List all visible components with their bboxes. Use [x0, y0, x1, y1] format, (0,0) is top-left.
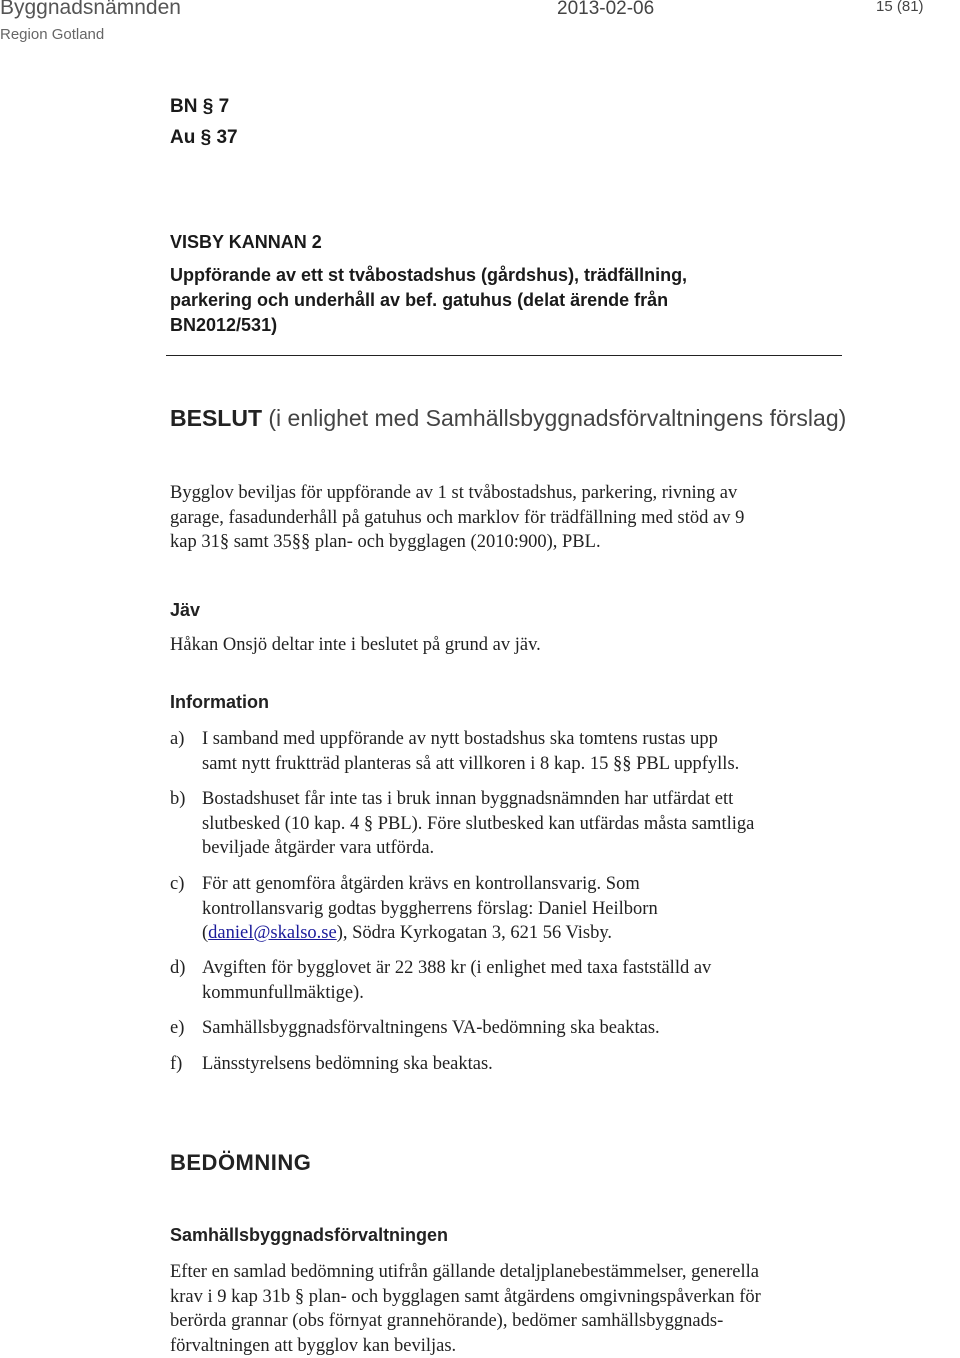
list-marker: e) — [170, 1018, 185, 1038]
case-description-line-3: BN2012/531) — [170, 315, 278, 335]
case-description-line-2: parkering och underhåll av bef. gatuhus (delat ärende från — [170, 290, 669, 310]
info-item-d-line-1: Avgiften för bygglovet är 22 388 kr (i enlighet med taxa fastställd av — [202, 958, 712, 978]
list-marker: b) — [170, 789, 186, 809]
bedomning-heading: BEDÖMNING — [170, 1150, 312, 1175]
case-title — [170, 230, 810, 338]
info-item-e-line-1: Samhällsbyggnadsförvaltningens VA-bedömning ska beaktas. — [202, 1018, 660, 1038]
jav-heading: Jäv — [170, 600, 201, 620]
organization-name: Byggnadsnämnden — [0, 0, 181, 19]
info-item-d-line-2: kommunfullmäktige). — [202, 982, 364, 1003]
document-date: 2013-02-06 — [557, 0, 655, 19]
info-item-a-line-2: samt nytt fruktträd planteras så att villkoren i 8 kap. 15 §§ PBL uppfylls. — [202, 753, 740, 774]
bedomning-line-3: berörda grannar (obs förnyat grannehörande), bedömer samhällsbyggnads- — [170, 1311, 724, 1331]
info-item-b-line-2: slutbesked (10 kap. 4 § PBL). Före slutbesked kan utfärdas måsta samtliga — [202, 813, 755, 834]
info-item-f-line-1: Länsstyrelsens bedömning ska beaktas. — [202, 1054, 493, 1074]
list-marker: f) — [170, 1054, 183, 1074]
beslut-note: (i enlighet med Samhällsbyggnadsförvaltningens förslag) — [262, 405, 847, 431]
decision-paragraph — [170, 481, 840, 555]
address-text: ), Södra Kyrkogatan 3, 621 56 Visby. — [336, 923, 613, 943]
info-item-a-line-1: I samband med uppförande av nytt bostadshus ska tomtens rustas upp — [202, 729, 718, 749]
info-item-b-line-3: beviljade åtgärder vara utförda. — [202, 838, 435, 858]
section-divider — [166, 355, 842, 356]
bedomning-line-4: förvaltningen att bygglov kan beviljas. — [170, 1335, 457, 1356]
info-item-c-line-1: För att genomföra åtgärden krävs en kontrollansvarig. Som — [202, 874, 640, 894]
jav-text: Håkan Onsjö deltar inte i beslutet på grund av jäv. — [170, 635, 541, 655]
bedomning-line-2: krav i 9 kap 31b § plan- och bygglagen samt åtgärdens omgivningspåverkan för — [170, 1286, 761, 1307]
email-link[interactable]: daniel@skalso.se — [208, 923, 337, 943]
list-marker: d) — [170, 958, 186, 978]
decision-line-1: Bygglov beviljas för uppförande av 1 st tvåbostadshus, parkering, rivning av — [170, 483, 738, 503]
beslut-heading — [170, 405, 846, 432]
info-item-c-line-3 — [202, 921, 842, 946]
list-marker: c) — [170, 874, 185, 894]
bn-reference: BN § 7 — [170, 96, 230, 117]
case-property: VISBY KANNAN 2 — [170, 232, 322, 252]
info-item-c-line-2: kontrollansvarig godtas byggherrens förslag: Daniel Heilborn — [202, 898, 658, 919]
beslut-label: BESLUT — [170, 405, 262, 431]
info-item-b-line-1: Bostadshuset får inte tas i bruk innan byggnadsnämnden har utfärdat ett — [202, 789, 734, 809]
case-description-line-1: Uppförande av ett st tvåbostadshus (gårdshus), trädfällning, — [170, 265, 688, 285]
bedomning-line-1: Efter en samlad bedömning utifrån gällande detaljplanebestämmelser, generella — [170, 1262, 759, 1282]
decision-line-2: garage, fasadunderhåll på gatuhus och marklov för trädfällning med stöd av 9 — [170, 507, 745, 528]
bedomning-subheading: Samhällsbyggnadsförvaltningen — [170, 1225, 449, 1245]
page-number: 15 (81) — [876, 0, 924, 15]
list-marker: a) — [170, 729, 185, 749]
au-reference: Au § 37 — [170, 127, 238, 148]
paren-open: ( — [202, 923, 209, 943]
bedomning-paragraph — [170, 1260, 840, 1358]
information-heading: Information — [170, 692, 269, 712]
region-name: Region Gotland — [0, 26, 105, 43]
decision-line-3: kap 31§ samt 35§§ plan- och bygglagen (2010:900), PBL. — [170, 532, 601, 552]
